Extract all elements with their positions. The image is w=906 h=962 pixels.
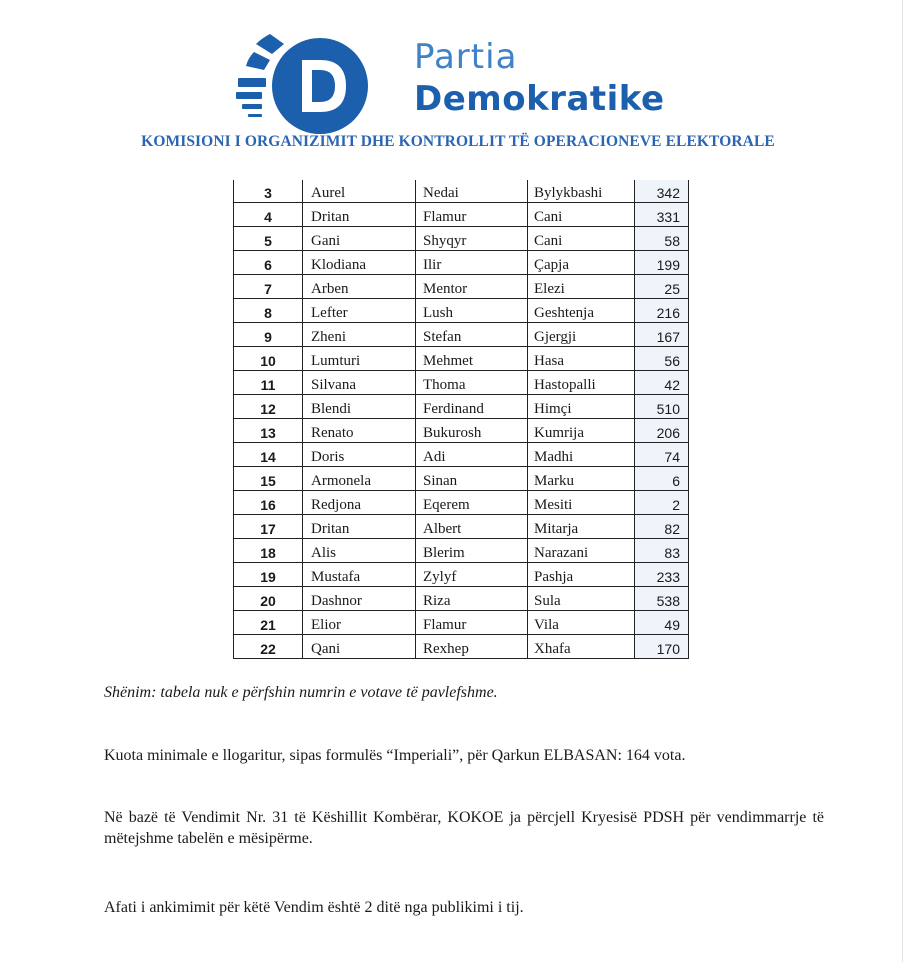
votes-cell: 331 [635,203,689,227]
last-name-cell: Geshtenja [528,299,635,323]
results-table-body [234,180,689,659]
father-name-cell: Flamur [416,611,528,635]
table-row [234,419,689,443]
table-row [234,515,689,539]
table-row [234,347,689,371]
table-row [234,180,689,203]
first-name-cell: Renato [303,419,416,443]
table-row [234,275,689,299]
votes-cell: 510 [635,395,689,419]
votes-cell: 206 [635,419,689,443]
table-row [234,539,689,563]
last-name-cell: Bylykbashi [528,180,635,203]
first-name-cell: Dashnor [303,587,416,611]
father-name-cell: Lush [416,299,528,323]
votes-cell: 58 [635,227,689,251]
rank-cell: 11 [234,371,303,395]
table-row [234,395,689,419]
first-name-cell: Gani [303,227,416,251]
last-name-cell: Pashja [528,563,635,587]
father-name-cell: Riza [416,587,528,611]
father-name-cell: Zylyf [416,563,528,587]
votes-cell: 25 [635,275,689,299]
first-name-cell: Klodiana [303,251,416,275]
father-name-cell: Flamur [416,203,528,227]
father-name-cell: Sinan [416,467,528,491]
rank-cell: 21 [234,611,303,635]
father-name-cell: Mehmet [416,347,528,371]
table-row [234,635,689,659]
votes-cell: 2 [635,491,689,515]
father-name-cell: Ferdinand [416,395,528,419]
table-row [234,203,689,227]
father-name-cell: Blerim [416,539,528,563]
last-name-cell: Kumrija [528,419,635,443]
father-name-cell: Albert [416,515,528,539]
last-name-cell: Marku [528,467,635,491]
last-name-cell: Hastopalli [528,371,635,395]
logo-word-demokratike: Demokratike [414,79,665,119]
father-name-cell: Ilir [416,251,528,275]
first-name-cell: Qani [303,635,416,659]
first-name-cell: Blendi [303,395,416,419]
table-row [234,371,689,395]
table-row [234,299,689,323]
last-name-cell: Cani [528,203,635,227]
father-name-cell: Shyqyr [416,227,528,251]
votes-cell: 538 [635,587,689,611]
votes-cell: 83 [635,539,689,563]
first-name-cell: Mustafa [303,563,416,587]
rank-cell: 22 [234,635,303,659]
last-name-cell: Vila [528,611,635,635]
father-name-cell: Eqerem [416,491,528,515]
votes-cell: 82 [635,515,689,539]
rank-cell: 13 [234,419,303,443]
decision-paragraph: Në bazë të Vendimit Nr. 31 të Këshillit Kombërar, KOKOE ja përcjell Kryesisë PDSH për vendimmarrje të mëtejshme tabelën e mësipërme. [104,809,824,847]
father-name-cell: Stefan [416,323,528,347]
first-name-cell: Lumturi [303,347,416,371]
rank-cell: 5 [234,227,303,251]
table-row [234,491,689,515]
votes-cell: 170 [635,635,689,659]
last-name-cell: Mitarja [528,515,635,539]
rank-cell: 7 [234,275,303,299]
first-name-cell: Dritan [303,515,416,539]
table-row [234,323,689,347]
appeal-paragraph: Afati i ankimimit për këtë Vendim është 2 ditë nga publikimi i tij. [104,899,524,916]
table-row [234,563,689,587]
votes-cell: 233 [635,563,689,587]
votes-cell: 342 [635,180,689,203]
rank-cell: 20 [234,587,303,611]
rank-cell: 17 [234,515,303,539]
first-name-cell: Dritan [303,203,416,227]
rank-cell: 3 [234,180,303,203]
table-row [234,227,689,251]
last-name-cell: Himçi [528,395,635,419]
father-name-cell: Rexhep [416,635,528,659]
rank-cell: 12 [234,395,303,419]
last-name-cell: Xhafa [528,635,635,659]
votes-cell: 42 [635,371,689,395]
last-name-cell: Sula [528,587,635,611]
table-row [234,467,689,491]
last-name-cell: Çapja [528,251,635,275]
father-name-cell: Adi [416,443,528,467]
votes-cell: 216 [635,299,689,323]
last-name-cell: Hasa [528,347,635,371]
votes-cell: 167 [635,323,689,347]
first-name-cell: Silvana [303,371,416,395]
rank-cell: 14 [234,443,303,467]
last-name-cell: Narazani [528,539,635,563]
votes-cell: 199 [635,251,689,275]
votes-cell: 56 [635,347,689,371]
father-name-cell: Bukurosh [416,419,528,443]
last-name-cell: Mesiti [528,491,635,515]
rank-cell: 8 [234,299,303,323]
father-name-cell: Mentor [416,275,528,299]
last-name-cell: Elezi [528,275,635,299]
rank-cell: 10 [234,347,303,371]
rank-cell: 4 [234,203,303,227]
rank-cell: 15 [234,467,303,491]
first-name-cell: Lefter [303,299,416,323]
table-row [234,587,689,611]
votes-cell: 49 [635,611,689,635]
first-name-cell: Armonela [303,467,416,491]
rank-cell: 19 [234,563,303,587]
rank-cell: 9 [234,323,303,347]
party-logo [232,30,692,140]
quota-paragraph: Kuota minimale e llogaritur, sipas formulës “Imperiali”, për Qarkun ELBASAN: 164 vota. [104,747,686,764]
logo-word-partia: Partia [414,37,518,77]
table-row [234,443,689,467]
table-row [234,611,689,635]
rank-cell: 18 [234,539,303,563]
table-row [234,251,689,275]
first-name-cell: Alis [303,539,416,563]
results-table [233,180,689,659]
rank-cell: 6 [234,251,303,275]
first-name-cell: Aurel [303,180,416,203]
father-name-cell: Thoma [416,371,528,395]
first-name-cell: Arben [303,275,416,299]
last-name-cell: Madhi [528,443,635,467]
votes-cell: 74 [635,443,689,467]
rank-cell: 16 [234,491,303,515]
first-name-cell: Redjona [303,491,416,515]
father-name-cell: Nedai [416,180,528,203]
note-text: Shënim: tabela nuk e përfshin numrin e votave të pavlefshme. [104,684,498,701]
first-name-cell: Zheni [303,323,416,347]
last-name-cell: Cani [528,227,635,251]
first-name-cell: Elior [303,611,416,635]
votes-cell: 6 [635,467,689,491]
commission-title: KOMISIONI I ORGANIZIMIT DHE KONTROLLIT TË OPERACIONEVE ELEKTORALE [141,133,775,150]
first-name-cell: Doris [303,443,416,467]
last-name-cell: Gjergji [528,323,635,347]
party-logo-icon [232,30,372,140]
